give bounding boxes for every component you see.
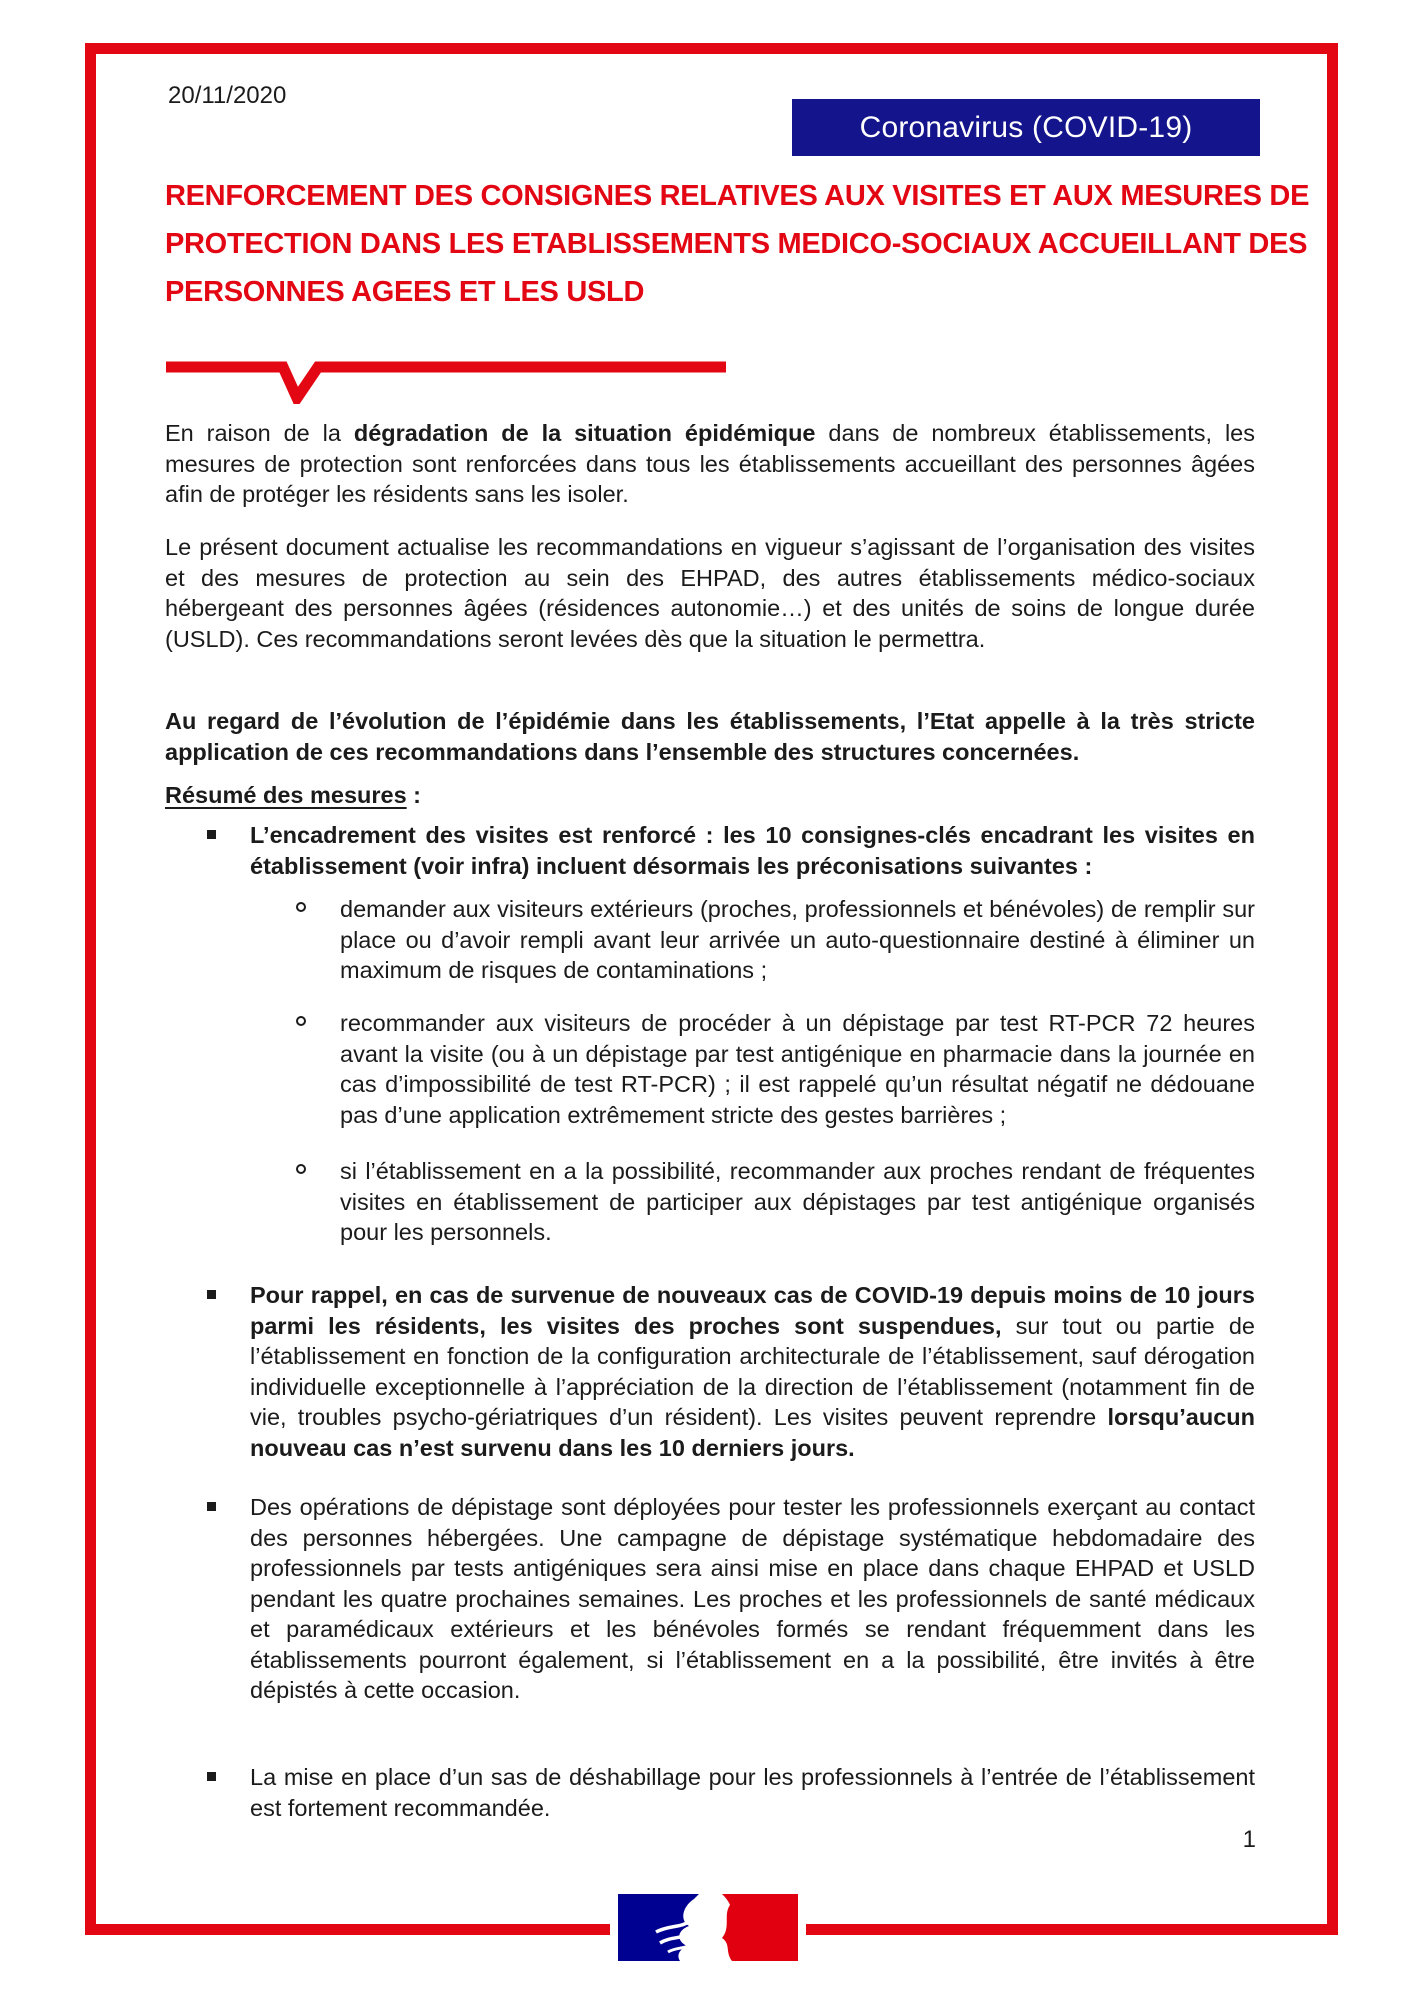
covid-banner-label: Coronavirus (COVID-19) bbox=[859, 110, 1193, 144]
sub-bullet-rtpcr-test bbox=[294, 1008, 1255, 1130]
sub-bullet-antigenic-screening bbox=[294, 1156, 1255, 1248]
title-line: RENFORCEMENT DES CONSIGNES RELATIVES AUX VISITES ET AUX MESURES DE bbox=[165, 180, 1310, 212]
title-line: PROTECTION DANS LES ETABLISSEMENTS MEDICO-SOCIAUX ACCUEILLANT DES bbox=[165, 228, 1308, 260]
sub-bullet-text: si l’établissement en a la possibilité, recommander aux proches rendant de fréquentes visites en établissement de participer aux dépistages par test antigénique organisés pour les personnels. bbox=[340, 1158, 1255, 1245]
bullet-visits-reinforced bbox=[205, 820, 1255, 881]
page-number: 1 bbox=[1242, 1826, 1256, 1853]
document-title bbox=[165, 172, 1310, 316]
marianne-logo-icon bbox=[618, 1894, 798, 1961]
title-line: PERSONNES AGEES ET LES USLD bbox=[165, 276, 645, 308]
paragraph-text-bold: dégradation de la situation épidémique bbox=[353, 420, 816, 446]
bullet-text-regular: sur tout ou partie de l’établissement en fonction de la configuration architecturale de l’établissement, sauf dérogation individuelle exceptionnelle à l’appréciation de la direction de l’établissement (notamment fin de vie, troubles psycho-gériatriques d’un résident). Les visites peuvent reprendre bbox=[250, 1312, 1255, 1430]
sub-bullet-text: demander aux visiteurs extérieurs (proches, professionnels et bénévoles) de remplir sur place ou d’avoir rempli avant leur arrivée un auto-questionnaire destiné à éliminer un maximum de risques de contaminations ; bbox=[340, 896, 1255, 983]
covid-banner bbox=[792, 99, 1260, 156]
bullet-text: L’encadrement des visites est renforcé : les 10 consignes-clés encadrant les visites en établissement (voir infra) incluent désormais les préconisations suivantes : bbox=[250, 822, 1255, 879]
sub-bullet-text: recommander aux visiteurs de procéder à un dépistage par test RT-PCR 72 heures avant la visite (ou à un dépistage par test antigénique en pharmacie dans la journée en cas d’impossibilité de test RT-PCR) ; il est rappelé qu’un résultat négatif ne dédouane pas d’une application extrêmement stricte des gestes barrières ; bbox=[340, 1010, 1255, 1128]
paragraph-text: Le présent document actualise les recommandations en vigueur s’agissant de l’organisation des visites et des mesures de protection au sein des EHPAD, des autres établissements médico-sociaux hébergeant des personnes âgées (résidences autonomie…) et des unités de soins de longue durée (USLD). Ces recommandations seront levées dès que la situation le permettra. bbox=[165, 534, 1255, 652]
square-bullet-icon bbox=[207, 830, 216, 839]
bullet-undressing-airlock bbox=[205, 1762, 1255, 1823]
bullet-text-bold: Pour rappel, en cas de survenue de nouveaux cas de COVID-19 depuis moins de 10 jours parmi les résidents, les visites des proches sont suspendues, bbox=[250, 1282, 1255, 1339]
bullet-visits-suspended bbox=[205, 1280, 1255, 1463]
circle-bullet-icon bbox=[296, 1016, 306, 1026]
bullet-text-bold: lorsqu’aucun nouveau cas n’est survenu dans les 10 derniers jours. bbox=[250, 1404, 1255, 1461]
bullet-screening-operations bbox=[205, 1492, 1255, 1706]
circle-bullet-icon bbox=[296, 902, 306, 912]
marianne-french-republic-logo bbox=[610, 1893, 806, 1962]
square-bullet-icon bbox=[207, 1502, 216, 1511]
document-date: 20/11/2020 bbox=[168, 82, 287, 109]
paragraph-state-call bbox=[165, 706, 1255, 767]
square-bullet-icon bbox=[207, 1290, 216, 1299]
paragraph-text: dans de nombreux établissements, les mesures de protection sont renforcées dans tous les établissements accueillant des personnes âgées afin de protéger les résidents sans les isoler. bbox=[165, 420, 1255, 507]
title-divider-arrow-icon bbox=[160, 352, 732, 404]
sub-bullet-questionnaire bbox=[294, 894, 1255, 986]
summary-heading bbox=[165, 780, 1255, 811]
paragraph-text-bold: Au regard de l’évolution de l’épidémie dans les établissements, l’Etat appelle à la très stricte application de ces recommandations dans l’ensemble des structures concernées. bbox=[165, 708, 1255, 765]
bullet-text: Des opérations de dépistage sont déployées pour tester les professionnels exerçant au contact des personnes hébergées. Une campagne de dépistage systématique hebdomadaire des professionnels par tests antigéniques sera ainsi mise en place dans chaque EHPAD et USLD pendant les quatre prochaines semaines. Les proches et les professionnels de santé médicaux et paramédicaux extérieurs et les bénévoles formés se rendant fréquemment dans les établissements pourront également, si l’établissement en a la possibilité, être invités à être dépistés à cette occasion. bbox=[250, 1494, 1255, 1703]
summary-heading-label: Résumé des mesures bbox=[165, 782, 407, 808]
circle-bullet-icon bbox=[296, 1164, 306, 1174]
bullet-text bbox=[250, 1280, 1255, 1463]
paragraph-intro bbox=[165, 418, 1255, 510]
square-bullet-icon bbox=[207, 1772, 216, 1781]
summary-heading-colon: : bbox=[406, 782, 422, 808]
paragraph-text: En raison de la bbox=[165, 420, 354, 446]
paragraph-document-scope bbox=[165, 532, 1255, 654]
bullet-text: La mise en place d’un sas de déshabillage pour les professionnels à l’entrée de l’établissement est fortement recommandée. bbox=[250, 1764, 1255, 1821]
